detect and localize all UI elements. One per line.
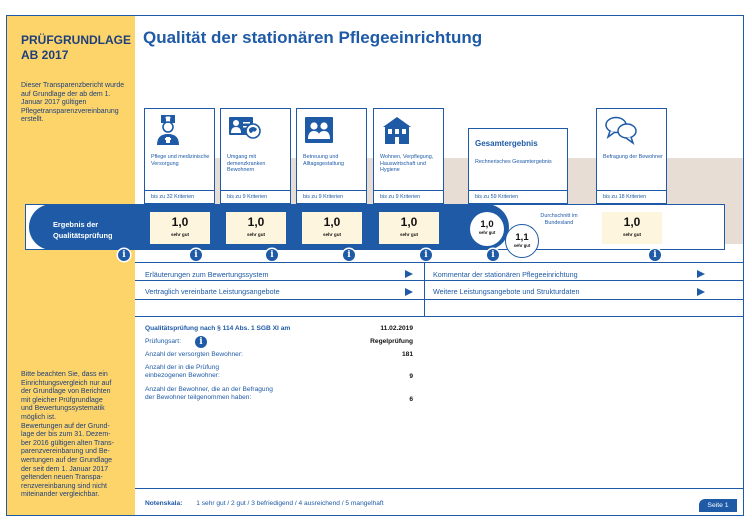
sidebar: [7, 16, 135, 515]
surveyed-label: [145, 386, 273, 402]
arrow-right-icon[interactable]: [697, 270, 705, 278]
link-label[interactable]: Vertraglich vereinbarte Leistungsangebote: [145, 287, 280, 296]
info-icon[interactable]: i: [266, 249, 278, 261]
exam-label: Qualitätsprüfung nach § 114 Abs. 1 SGB XI am: [145, 325, 291, 332]
link-label[interactable]: Kommentar der stationären Pflegeeinrichtung: [433, 270, 578, 279]
grade-word: sehr gut: [170, 232, 190, 237]
divider: [135, 316, 744, 317]
grade-value: 1,0: [480, 219, 494, 230]
grade-wohnen: [379, 212, 439, 244]
grade-scale-text: 1 sehr gut / 2 gut / 3 befriedigend / 4 ausreichend / 5 mangelhaft: [196, 500, 384, 507]
grade-word: sehr gut: [478, 230, 496, 235]
result-label-line2: Qualitätsprüfung: [53, 231, 113, 240]
included-label-line2: einbezogenen Bewohner:: [145, 372, 220, 379]
grade-value: 1,0: [400, 215, 418, 229]
report-frame: [6, 15, 744, 516]
sidebar-note-line: Bewertungen auf der Grund-: [21, 422, 110, 430]
speech-bubbles-icon: [605, 115, 637, 145]
page-number-button[interactable]: Seite 1: [699, 499, 737, 512]
card-gesamtergebnis: [468, 128, 568, 204]
sidebar-note-line: renzvereinbarung sind nicht: [21, 482, 107, 490]
total-criteria: bis zu 59 Kriterien: [469, 190, 567, 203]
grade-befragung: [602, 212, 662, 244]
grade-word: sehr gut: [322, 232, 342, 237]
total-title: Gesamtergebnis: [475, 139, 538, 148]
divider: [135, 262, 744, 263]
card-label: Wohnen, Verpflegung, Hauswirtschaft und Hygiene: [380, 154, 434, 174]
grade-word: sehr gut: [399, 232, 419, 237]
sidebar-note-line: mit gleicher Prüfgrundlage: [21, 396, 103, 404]
sidebar-intro: Dieser Transparenzbericht wurde auf Grundlage der ab dem 1. Januar 2017 gültigen Pflegetransparenzvereinbarung erstellt.: [21, 82, 125, 124]
card-pflege: [144, 108, 215, 204]
sidebar-title-line2: AB 2017: [21, 48, 69, 62]
sidebar-note: [21, 371, 129, 500]
included-label-line1: Anzahl der in die Prüfung: [145, 364, 220, 371]
page-title: Qualität der stationären Pflegeeinrichtung: [143, 28, 483, 47]
card-criteria: bis zu 9 Kriterien: [221, 190, 290, 203]
info-icon[interactable]: i: [487, 249, 499, 261]
grade-value: 1,0: [247, 215, 265, 229]
card-demenz: [220, 108, 291, 204]
result-label-line1: Ergebnis der: [53, 220, 99, 229]
info-icon[interactable]: i: [118, 249, 130, 261]
card-criteria: bis zu 9 Kriterien: [374, 190, 443, 203]
info-icon[interactable]: i: [649, 249, 661, 261]
card-label: Pflege und medizinische Versorgung: [151, 154, 210, 167]
residents-value: 181: [401, 351, 413, 358]
sidebar-note-line: parenzvereinbarung und Be-: [21, 448, 110, 456]
house-icon: [382, 115, 414, 145]
sidebar-title: [21, 33, 131, 63]
grade-state-circle: [505, 224, 539, 258]
sidebar-note-line: Einrichtungsvergleich nur auf: [21, 379, 112, 387]
grade-value: 1,1: [515, 232, 529, 243]
card-label: Betreuung und Alltagsgestaltung: [303, 154, 345, 167]
arrow-right-icon[interactable]: [405, 288, 413, 296]
sidebar-note-line: möglich ist.: [21, 413, 57, 421]
exam-type-value: Regelprüfung: [370, 338, 413, 345]
sidebar-note-line: ber 2016 gültigen alten Trans-: [21, 439, 115, 447]
card-wohnen: [373, 108, 444, 204]
exam-type-label: Prüfungsart:: [145, 338, 181, 345]
people-icon: [305, 115, 337, 145]
surveyed-value: 6: [409, 396, 413, 403]
state-average-label: Durchschnitt im Bundesland: [540, 213, 578, 226]
sidebar-note-line: geltenden neuen Transpa-: [21, 474, 103, 482]
exam-date: 11.02.2019: [380, 325, 413, 332]
sidebar-note-line: der Grundlage von Berichten: [21, 388, 111, 396]
dementia-care-icon: [229, 115, 261, 145]
grade-word: sehr gut: [246, 232, 266, 237]
arrow-right-icon[interactable]: [697, 288, 705, 296]
nurse-icon: [153, 115, 185, 145]
info-icon[interactable]: i: [190, 249, 202, 261]
card-label: Umgang mit demenzkranken Bewohnern: [227, 154, 266, 174]
card-betreuung: [296, 108, 367, 204]
grade-pflege: [150, 212, 210, 244]
grade-betreuung: [302, 212, 362, 244]
link-label[interactable]: Weitere Leistungsangebote und Strukturdaten: [433, 287, 580, 296]
info-icon[interactable]: i: [343, 249, 355, 261]
included-value: 9: [409, 373, 413, 380]
card-criteria: bis zu 9 Kriterien: [297, 190, 366, 203]
residents-label: Anzahl der versorgten Bewohner:: [145, 351, 243, 358]
card-befragung: [596, 108, 667, 204]
grade-scale: [145, 500, 384, 507]
sidebar-note-line: wertungen auf der Grundlage: [21, 456, 113, 464]
link-label[interactable]: Erläuterungen zum Bewertungssystem: [145, 270, 269, 279]
surveyed-label-line2: der Bewohner teilgenommen haben:: [145, 394, 252, 401]
divider: [135, 280, 744, 281]
included-label: [145, 364, 220, 380]
grade-word: sehr gut: [513, 243, 531, 248]
grade-word: sehr gut: [622, 232, 642, 237]
grade-scale-label: Notenskala:: [145, 500, 183, 507]
grade-value: 1,0: [323, 215, 341, 229]
divider: [424, 262, 425, 316]
grade-value: 1,0: [171, 215, 189, 229]
grade-demenz: [226, 212, 286, 244]
total-label: Rechnerisches Gesamtergebnis: [475, 159, 552, 165]
sidebar-note-line: und Bewertungssystematik: [21, 405, 105, 413]
result-label: [53, 219, 133, 241]
arrow-right-icon[interactable]: [405, 270, 413, 278]
surveyed-label-line1: Anzahl der Bewohner, die an der Befragung: [145, 386, 273, 393]
grade-value: 1,0: [623, 215, 641, 229]
grade-total-circle: [470, 212, 504, 246]
sidebar-note-line: Bitte beachten Sie, dass ein: [21, 371, 108, 378]
divider: [135, 299, 744, 300]
sidebar-title-line1: PRÜFGRUNDLAGE: [21, 33, 131, 47]
divider: [135, 488, 744, 489]
info-icon[interactable]: i: [195, 336, 207, 348]
sidebar-note-line: der seit dem 1. Januar 2017: [21, 465, 109, 473]
card-criteria: bis zu 18 Kriterien: [597, 190, 666, 203]
info-icon[interactable]: i: [420, 249, 432, 261]
card-label: Befragung der Bewohner: [603, 154, 663, 160]
sidebar-note-line: lage der bis zum 31. Dezem-: [21, 431, 111, 439]
sidebar-note-line: miteinander vergleichbar.: [21, 491, 100, 499]
card-criteria: bis zu 32 Kriterien: [145, 190, 214, 203]
